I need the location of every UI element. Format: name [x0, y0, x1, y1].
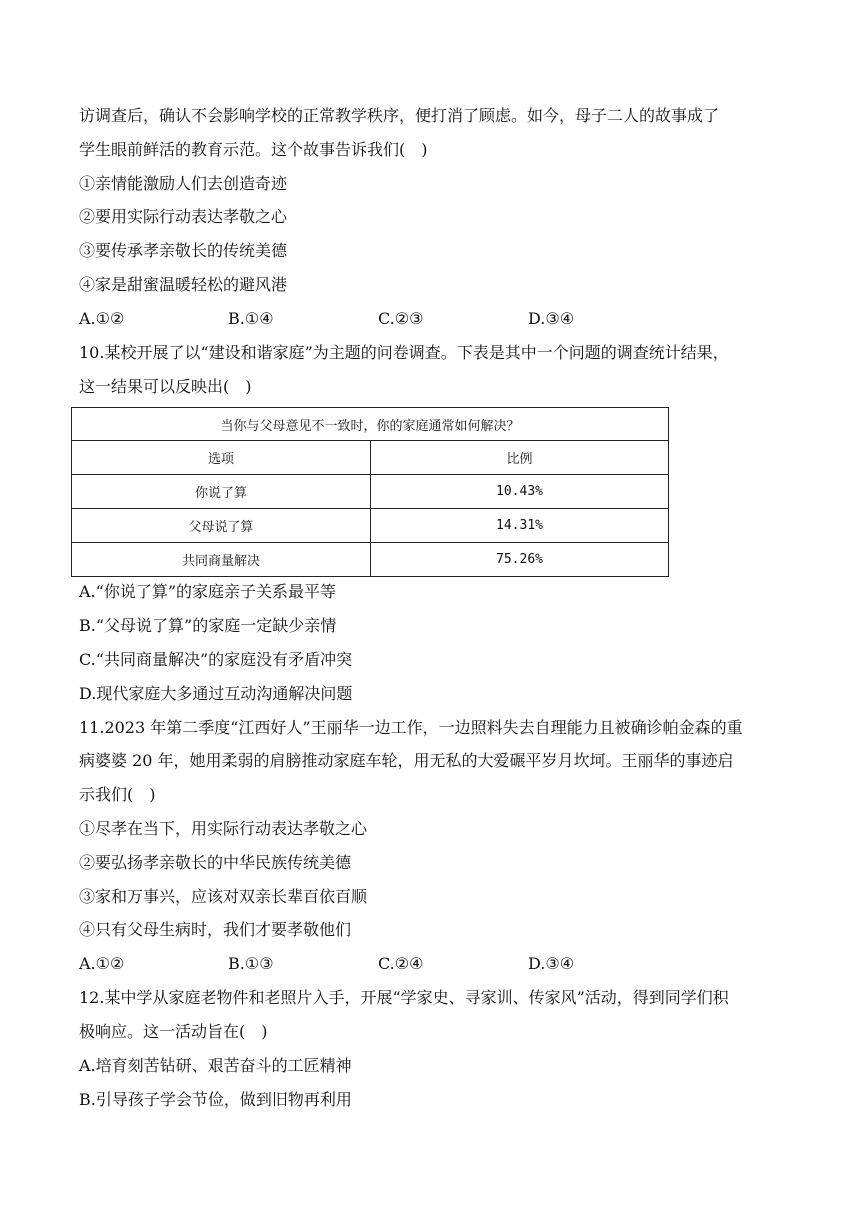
- table-cell-ratio: 10.43%: [371, 475, 669, 509]
- q12-answer-a: A.培育刻苦钻研、艰苦奋斗的工匠精神: [79, 1056, 352, 1075]
- q11-statement-4: ④只有父母生病时，我们才要孝敬他们: [79, 920, 352, 939]
- q9-text-line: 学生眼前鲜活的教育示范。这个故事告诉我们( ): [79, 140, 428, 159]
- q10-answer-c: C.“共同商量解决”的家庭没有矛盾冲突: [79, 650, 353, 669]
- q10-answer-b: B.“父母说了算”的家庭一定缺少亲情: [79, 616, 337, 635]
- q9-option-b: B.①④: [228, 309, 274, 328]
- q10-stem-line: 10.某校开展了以“建设和谐家庭”为主题的问卷调查。下表是其中一个问题的调查统计结果，: [79, 343, 729, 362]
- q11-statement-2: ②要弘扬孝亲敬长的中华民族传统美德: [79, 853, 352, 872]
- q11-statement-1: ①尽孝在当下，用实际行动表达孝敬之心: [79, 819, 368, 838]
- q10-answer-d: D.现代家庭大多通过互动沟通解决问题: [79, 684, 353, 703]
- q10-stem-line: 这一结果可以反映出( ): [79, 377, 252, 396]
- table-row: [72, 543, 669, 577]
- q9-text-line: 访调查后，确认不会影响学校的正常教学秩序，便打消了顾虑。如今，母子二人的故事成了: [79, 106, 720, 125]
- survey-table: [71, 407, 669, 577]
- q11-option-a: A.①②: [79, 954, 125, 973]
- q9-option-a: A.①②: [79, 309, 125, 328]
- table-caption: 当你与父母意见不一致时，你的家庭通常如何解决？: [72, 408, 669, 441]
- q9-option-d: D.③④: [528, 309, 575, 328]
- q11-option-c: C.②④: [378, 954, 424, 973]
- q10-answer-a: A.“你说了算”的家庭亲子关系最平等: [79, 582, 337, 601]
- table-cell-option: 父母说了算: [72, 509, 371, 543]
- q11-option-d: D.③④: [528, 954, 575, 973]
- table-cell-option: 共同商量解决: [72, 543, 371, 577]
- q9-statement-2: ②要用实际行动表达孝敬之心: [79, 207, 288, 226]
- q9-statement-4: ④家是甜蜜温暖轻松的避风港: [79, 275, 288, 294]
- q11-option-b: B.①③: [228, 954, 274, 973]
- q9-statement-3: ③要传承孝亲敬长的传统美德: [79, 241, 288, 260]
- q12-stem-line: 12.某中学从家庭老物件和老照片入手，开展“学家史、寻家训、传家风”活动，得到同学们积: [79, 988, 729, 1007]
- q11-stem-line: 11.2023 年第二季度“江西好人”王丽华一边工作，一边照料失去自理能力且被确诊帕金森的重: [79, 718, 743, 737]
- q12-answer-b: B.引导孩子学会节俭，做到旧物再利用: [79, 1090, 352, 1109]
- table-header-option: 选项: [72, 441, 371, 475]
- q9-statement-1: ①亲情能激励人们去创造奇迹: [79, 174, 288, 193]
- q9-option-c: C.②③: [378, 309, 424, 328]
- table-cell-ratio: 14.31%: [371, 509, 669, 543]
- q11-stem-line: 病婆婆 20 年，她用柔弱的肩膀推动家庭车轮，用无私的大爱碾平岁月坎坷。王丽华的事迹启: [79, 751, 734, 770]
- table-header-ratio: 比例: [371, 441, 669, 475]
- table-row: [72, 475, 669, 509]
- q12-stem-line: 极响应。这一活动旨在( ): [79, 1022, 268, 1041]
- table-cell-option: 你说了算: [72, 475, 371, 509]
- table-row: [72, 509, 669, 543]
- q11-stem-line: 示我们( ): [79, 785, 156, 804]
- q11-statement-3: ③家和万事兴，应该对双亲长辈百依百顺: [79, 887, 368, 906]
- table-cell-ratio: 75.26%: [371, 543, 669, 577]
